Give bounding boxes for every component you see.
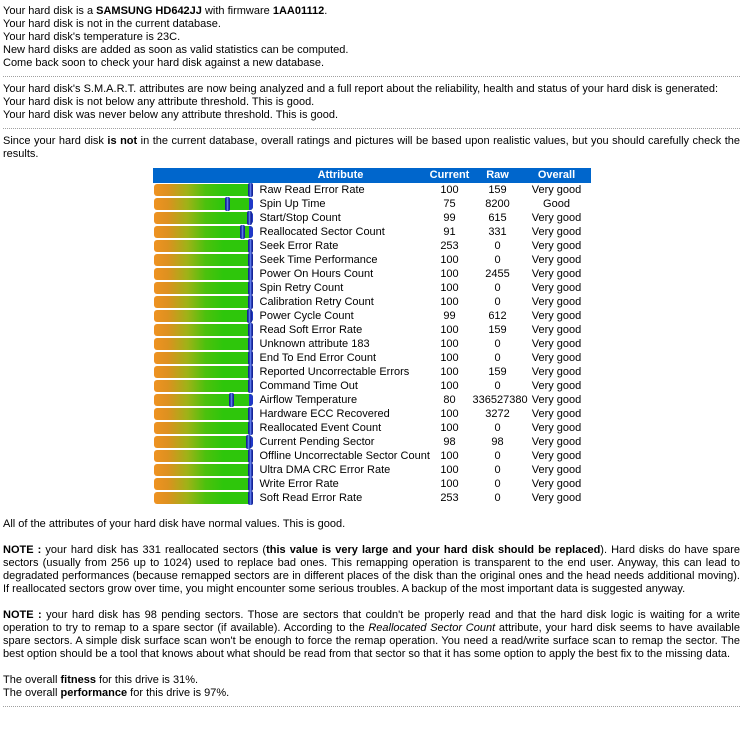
current-value: 100 <box>440 407 459 420</box>
current-value-marker-icon <box>247 211 252 225</box>
intro-line-database: Your hard disk is not in the current database. <box>3 18 221 30</box>
overall-rating: Very good <box>531 239 582 252</box>
health-bar-cell <box>153 183 255 197</box>
intro-line-come-back: Come back soon to check your hard disk against a new database. <box>3 57 325 69</box>
table-row <box>153 183 591 197</box>
current-value-marker-icon <box>248 491 253 505</box>
health-bar-cell <box>153 323 255 337</box>
table-row <box>153 351 591 365</box>
health-bar-cell <box>153 407 255 421</box>
health-bar-cell <box>153 491 255 505</box>
current-value: 80 <box>443 393 456 406</box>
attribute-name: Command Time Out <box>259 379 358 392</box>
health-gradient-bar-icon <box>154 212 253 224</box>
raw-value: 336527380 <box>472 393 528 406</box>
current-value: 100 <box>440 351 459 364</box>
note-pending-sectors <box>3 609 740 661</box>
health-gradient-bar-icon <box>154 366 253 378</box>
attribute-table-body <box>153 183 591 505</box>
raw-value: 0 <box>494 477 501 490</box>
health-gradient-bar-icon <box>154 240 253 252</box>
health-bar-cell <box>153 239 255 253</box>
health-gradient-bar-icon <box>154 296 253 308</box>
overall-rating: Very good <box>531 267 582 280</box>
raw-value: 615 <box>488 211 507 224</box>
health-bar-cell <box>153 435 255 449</box>
overall-rating: Very good <box>531 225 582 238</box>
health-bar-cell <box>153 281 255 295</box>
attribute-name: Offline Uncorrectable Sector Count <box>259 449 430 462</box>
health-bar-cell <box>153 463 255 477</box>
overall-rating: Very good <box>531 449 582 462</box>
current-value: 100 <box>440 477 459 490</box>
attribute-name: Airflow Temperature <box>259 393 358 406</box>
health-gradient-bar-icon <box>154 310 253 322</box>
raw-value: 612 <box>488 309 507 322</box>
overall-rating: Very good <box>531 295 582 308</box>
table-row <box>153 253 591 267</box>
current-value-marker-icon <box>248 477 253 491</box>
note1-bold: this value is very large and your hard disk should be replaced <box>266 544 601 556</box>
current-value-marker-icon <box>248 365 253 379</box>
overall-rating: Very good <box>531 337 582 350</box>
attribute-name: Read Soft Error Rate <box>259 323 363 336</box>
table-row <box>153 379 591 393</box>
health-bar-cell <box>153 449 255 463</box>
raw-value: 0 <box>494 449 501 462</box>
disk-model: SAMSUNG HD642JJ <box>96 5 202 17</box>
overall-rating: Very good <box>531 379 582 392</box>
table-row <box>153 337 591 351</box>
intro-line-model <box>3 5 740 18</box>
table-row <box>153 365 591 379</box>
health-gradient-bar-icon <box>154 254 253 266</box>
table-row <box>153 295 591 309</box>
current-value: 99 <box>443 309 456 322</box>
table-row <box>153 211 591 225</box>
health-gradient-bar-icon <box>154 422 253 434</box>
overall-rating: Very good <box>531 407 582 420</box>
health-gradient-bar-icon <box>154 380 253 392</box>
table-row <box>153 323 591 337</box>
table-header-row <box>153 168 591 183</box>
table-row <box>153 463 591 477</box>
table-row <box>153 225 591 239</box>
overall-rating: Very good <box>531 365 582 378</box>
attribute-name: Reallocated Event Count <box>259 421 382 434</box>
overall-fitness-line <box>3 674 740 687</box>
raw-value: 0 <box>494 491 501 504</box>
table-row <box>153 491 591 505</box>
overall-rating: Very good <box>531 253 582 266</box>
normal-values-line: All of the attributes of your hard disk have normal values. This is good. <box>3 518 346 530</box>
health-gradient-bar-icon <box>154 184 253 196</box>
current-value: 100 <box>440 323 459 336</box>
attribute-name: Hardware ECC Recovered <box>259 407 390 420</box>
overall-rating: Very good <box>531 183 582 196</box>
health-bar-cell <box>153 351 255 365</box>
health-gradient-bar-icon <box>154 268 253 280</box>
current-value: 100 <box>440 253 459 266</box>
health-gradient-bar-icon <box>154 282 253 294</box>
dotted-divider <box>3 76 740 77</box>
overall-rating: Very good <box>531 435 582 448</box>
note2-post: attribute, your hard disk seems to have available spare sectors. A simple disk surface scan won't be enough to force the remap operation. You need a read/write surface scan to remap the sector. The best option should be a tool that knows about what should be read from that sector so that it has some option to apply the best fix to the missing data. <box>3 622 740 660</box>
table-row <box>153 197 591 211</box>
raw-value: 0 <box>494 463 501 476</box>
current-value-marker-icon <box>246 435 251 449</box>
current-value-marker-icon <box>229 393 234 407</box>
current-value-marker-icon <box>240 225 245 239</box>
raw-value: 98 <box>491 435 504 448</box>
raw-value: 2455 <box>485 267 510 280</box>
table-row <box>153 239 591 253</box>
overall-rating: Very good <box>531 477 582 490</box>
raw-value: 3272 <box>485 407 510 420</box>
health-bar-cell <box>153 337 255 351</box>
intro-line-new-disks: New hard disks are added as soon as valid statistics can be computed. <box>3 44 349 56</box>
health-bar-cell <box>153 309 255 323</box>
health-bar-cell <box>153 197 255 211</box>
overall-rating: Good <box>543 197 570 210</box>
raw-value: 0 <box>494 295 501 308</box>
current-value: 100 <box>440 183 459 196</box>
overall-rating: Very good <box>531 393 582 406</box>
attribute-name: Soft Read Error Rate <box>259 491 363 504</box>
overall-rating: Very good <box>531 281 582 294</box>
current-value-marker-icon <box>248 449 253 463</box>
table-row <box>153 267 591 281</box>
table-row <box>153 435 591 449</box>
raw-value: 159 <box>488 365 507 378</box>
overall-rating: Very good <box>531 323 582 336</box>
current-value: 100 <box>440 281 459 294</box>
current-value-marker-icon <box>248 239 253 253</box>
note2-label: NOTE : <box>3 609 42 621</box>
table-row <box>153 449 591 463</box>
health-bar-cell <box>153 225 255 239</box>
current-value-marker-icon <box>248 379 253 393</box>
current-value: 100 <box>440 337 459 350</box>
health-gradient-bar-icon <box>154 324 253 336</box>
current-value-marker-icon <box>248 183 253 197</box>
health-bar-cell <box>153 267 255 281</box>
current-value: 100 <box>440 267 459 280</box>
current-value: 100 <box>440 365 459 378</box>
note1-pre: your hard disk has 331 reallocated sectors ( <box>41 544 267 556</box>
smart-threshold-line: Your hard disk is not below any attribute threshold. This is good. <box>3 96 315 108</box>
current-value-marker-icon <box>248 337 253 351</box>
overall-rating: Very good <box>531 421 582 434</box>
current-value: 100 <box>440 379 459 392</box>
disclaimer-post: in the current database, overall ratings and pictures will be based upon realistic values, but you should carefully check the results. <box>3 135 741 160</box>
attribute-name: Power Cycle Count <box>259 309 354 322</box>
current-value-marker-icon <box>248 295 253 309</box>
disclaimer-bold: is not <box>107 135 138 147</box>
overall-rating: Very good <box>531 351 582 364</box>
raw-value: 0 <box>494 379 501 392</box>
note2-pre: your hard disk has 98 pending sectors. Those are sectors that couldn't be properly read and that the hard disk logic is waiting for a write operation to try to remap to a spare sector (if available). According to the <box>3 609 740 634</box>
database-disclaimer <box>3 135 740 161</box>
attribute-name: Calibration Retry Count <box>259 295 374 308</box>
current-value: 100 <box>440 295 459 308</box>
attribute-name: Reallocated Sector Count <box>259 225 385 238</box>
attribute-name: Raw Read Error Rate <box>259 183 365 196</box>
intro-line1-post: . <box>324 5 328 17</box>
intro-line1-mid: with firmware <box>201 5 273 17</box>
fitness-label: fitness <box>60 674 96 686</box>
dotted-divider <box>3 706 740 707</box>
current-value: 100 <box>440 421 459 434</box>
current-value: 99 <box>443 211 456 224</box>
health-gradient-bar-icon <box>154 198 253 210</box>
health-bar-cell <box>153 477 255 491</box>
attribute-name: Start/Stop Count <box>259 211 341 224</box>
attribute-name: Power On Hours Count <box>259 267 374 280</box>
raw-value: 8200 <box>485 197 510 210</box>
current-value-marker-icon <box>225 197 230 211</box>
firmware-version: 1AA01112 <box>272 5 325 17</box>
current-value: 98 <box>443 435 456 448</box>
attribute-name: Seek Time Performance <box>259 253 378 266</box>
raw-value: 331 <box>488 225 507 238</box>
current-value-marker-icon <box>248 351 253 365</box>
smart-never-below-line: Your hard disk was never below any attribute threshold. This is good. <box>3 109 339 121</box>
attribute-name: Write Error Rate <box>259 477 339 490</box>
attribute-column-header: Attribute <box>255 168 427 183</box>
fitness-value: for this drive is 31%. <box>95 674 199 686</box>
current-value-marker-icon <box>248 323 253 337</box>
attribute-name: Seek Error Rate <box>259 239 339 252</box>
attribute-name: Spin Retry Count <box>259 281 344 294</box>
table-row <box>153 281 591 295</box>
overall-rating: Very good <box>531 491 582 504</box>
health-bar-cell <box>153 295 255 309</box>
raw-value: 0 <box>494 337 501 350</box>
health-bar-cell <box>153 421 255 435</box>
raw-value: 159 <box>488 183 507 196</box>
current-value-marker-icon <box>248 267 253 281</box>
raw-value: 0 <box>494 239 501 252</box>
table-row <box>153 421 591 435</box>
current-column-header: Current <box>427 168 473 183</box>
fitness-pre: The overall <box>3 674 61 686</box>
attribute-name: End To End Error Count <box>259 351 377 364</box>
health-gradient-bar-icon <box>154 464 253 476</box>
performance-label: performance <box>60 687 128 699</box>
health-bar-cell <box>153 393 255 407</box>
current-value-marker-icon <box>247 309 252 323</box>
health-gradient-bar-icon <box>154 338 253 350</box>
health-bar-cell <box>153 253 255 267</box>
table-row <box>153 393 591 407</box>
disclaimer-pre: Since your hard disk <box>3 135 108 147</box>
raw-value: 0 <box>494 421 501 434</box>
table-row <box>153 309 591 323</box>
current-value: 100 <box>440 449 459 462</box>
attribute-name: Spin Up Time <box>259 197 326 210</box>
dotted-divider <box>3 128 740 129</box>
attribute-name: Ultra DMA CRC Error Rate <box>259 463 391 476</box>
raw-value: 0 <box>494 281 501 294</box>
current-value-marker-icon <box>248 253 253 267</box>
overall-rating: Very good <box>531 309 582 322</box>
health-gradient-bar-icon <box>154 478 253 490</box>
health-gradient-bar-icon <box>154 226 253 238</box>
current-value-marker-icon <box>248 463 253 477</box>
health-gradient-bar-icon <box>154 394 253 406</box>
raw-value: 159 <box>488 323 507 336</box>
intro-line-temperature: Your hard disk's temperature is 23C. <box>3 31 181 43</box>
smart-attributes-table <box>153 168 591 505</box>
attribute-name: Current Pending Sector <box>259 435 375 448</box>
raw-value: 0 <box>494 253 501 266</box>
health-gradient-bar-icon <box>154 436 253 448</box>
note1-post: ). Hard disks do have spare sectors (usually from 256 up to 1024) used to replace bad ones. This remapping operation is transparent to the end user. Anyway, this can lead to degradated performances (because remapped sectors are in different places of the disk than the original ones and the head needs additional moving). If reallocated sectors grow over time, you might encounter some serious troubles. A backup of the most important data is suggested anyway. <box>3 544 740 595</box>
current-value: 253 <box>440 491 459 504</box>
health-gradient-bar-icon <box>154 450 253 462</box>
current-value: 100 <box>440 463 459 476</box>
performance-pre: The overall <box>3 687 61 699</box>
attribute-name: Unknown attribute 183 <box>259 337 370 350</box>
table-row <box>153 477 591 491</box>
current-value: 253 <box>440 239 459 252</box>
health-gradient-bar-icon <box>154 408 253 420</box>
health-gradient-bar-icon <box>154 492 253 504</box>
health-gradient-bar-icon <box>154 352 253 364</box>
current-value: 75 <box>443 197 456 210</box>
health-bar-cell <box>153 211 255 225</box>
note2-italic-attribute: Reallocated Sector Count <box>368 622 496 634</box>
current-value-marker-icon <box>248 407 253 421</box>
raw-column-header: Raw <box>473 168 523 183</box>
bar-column-header <box>153 168 255 183</box>
attribute-name: Reported Uncorrectable Errors <box>259 365 410 378</box>
raw-value: 0 <box>494 351 501 364</box>
performance-value: for this drive is 97%. <box>127 687 230 699</box>
overall-rating: Very good <box>531 211 582 224</box>
table-row <box>153 407 591 421</box>
intro-line1-pre: Your hard disk is a <box>3 5 97 17</box>
overall-rating: Very good <box>531 463 582 476</box>
current-value: 91 <box>443 225 456 238</box>
smart-analysis-line: Your hard disk's S.M.A.R.T. attributes are now being analyzed and a full report about the reliability, health and status of your hard disk is generated: <box>3 83 719 95</box>
current-value-marker-icon <box>248 281 253 295</box>
note-reallocated-sectors <box>3 544 740 596</box>
overall-column-header: Overall <box>523 168 591 183</box>
current-value-marker-icon <box>248 421 253 435</box>
health-bar-cell <box>153 379 255 393</box>
health-bar-cell <box>153 365 255 379</box>
overall-performance-line <box>3 687 740 700</box>
note1-label: NOTE : <box>3 544 42 556</box>
